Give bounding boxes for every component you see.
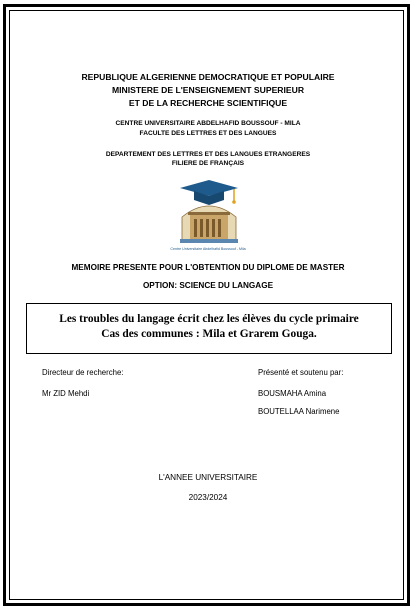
thesis-title-line2: Cas des communes : Mila et Grarem Gouga. bbox=[101, 328, 317, 340]
director-label: Directeur de recherche: bbox=[42, 368, 124, 377]
logo-caption: Centre Universitaire Abdelhafid Boussouf - Mila bbox=[170, 247, 246, 251]
option-label: OPTION: SCIENCE DU LANGAGE bbox=[142, 281, 274, 290]
memoire-statement: MEMOIRE PRESENTE POUR L'OBTENTION DU DIPLOME DE MASTER bbox=[71, 263, 345, 272]
academic-year-value: 2023/2024 bbox=[188, 493, 228, 502]
university-logo-icon bbox=[176, 179, 242, 249]
student-name-1: BOUSMAHA Amina bbox=[258, 389, 327, 398]
thesis-title-box bbox=[26, 303, 392, 354]
header-research: ET DE LA RECHERCHE SCIENTIFIQUE bbox=[128, 98, 288, 108]
director-name: Mr ZID Mehdi bbox=[42, 389, 90, 398]
department-name: DEPARTEMENT DES LETTRES ET DES LANGUES ETRANGERES bbox=[105, 151, 311, 158]
header-republic: REPUBLIQUE ALGERIENNE DEMOCRATIQUE ET POPULAIRE bbox=[81, 72, 335, 82]
filiere-name: FILIERE DE FRANÇAIS bbox=[171, 160, 245, 167]
university-name: CENTRE UNIVERSITAIRE ABDELHAFID BOUSSOUF - MILA bbox=[115, 120, 301, 127]
header-ministry: MINISTERE DE L'ENSEIGNEMENT SUPERIEUR bbox=[111, 85, 305, 95]
students-label: Présenté et soutenu par: bbox=[258, 368, 344, 377]
academic-year-label: L'ANNEE UNIVERSITAIRE bbox=[158, 473, 258, 482]
thesis-title-line1: Les troubles du langage écrit chez les élèves du cycle primaire bbox=[59, 313, 359, 325]
student-name-2: BOUTELLAA Narimene bbox=[258, 407, 340, 416]
faculty-name: FACULTE DES LETTRES ET DES LANGUES bbox=[139, 130, 277, 137]
